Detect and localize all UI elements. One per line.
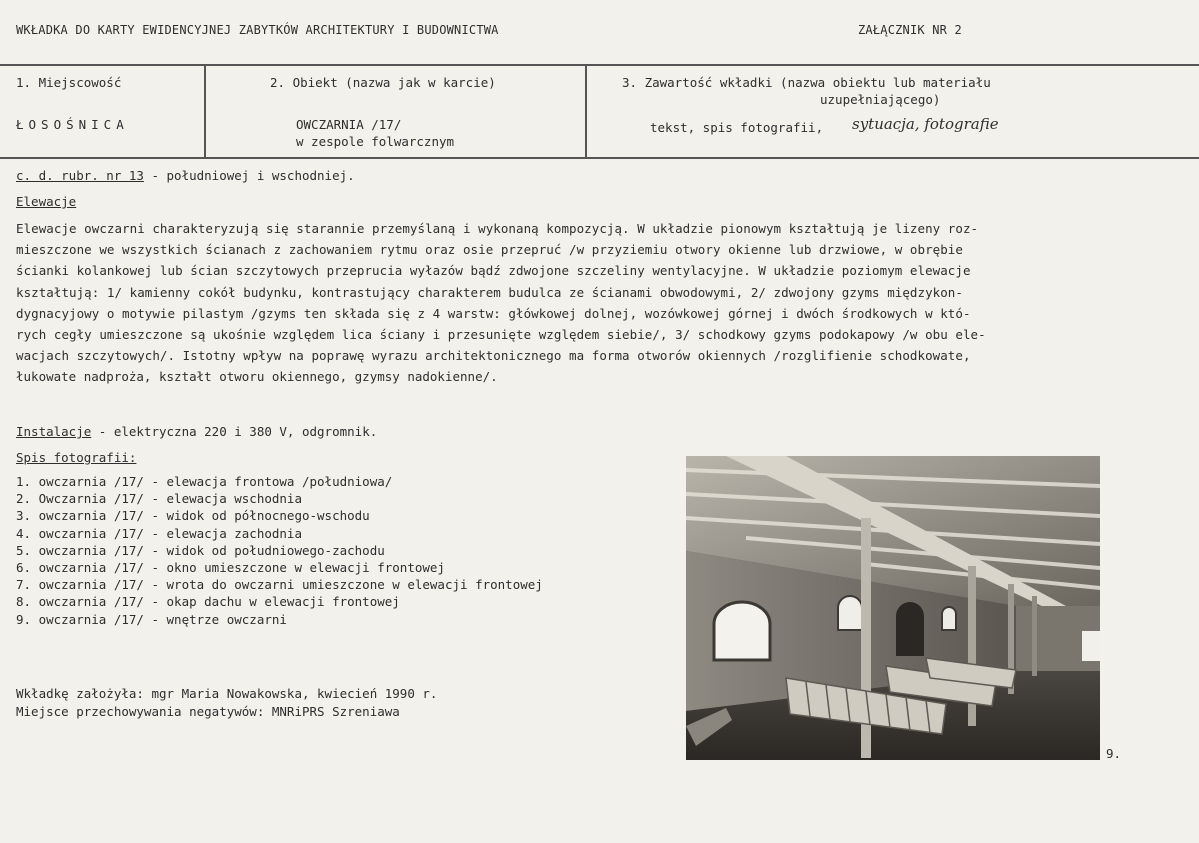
- paragraph-line: ścianki kolankowej lub ścian szczytowych przeprucia wyłazów bądź zdwojone szczeliny wentylacyjne. W układzie poziomym elewacje: [16, 263, 971, 279]
- storage-line: Miejsce przechowywania negatywów: MNRiPRS Szreniawa: [16, 704, 400, 719]
- photo-list-item: 8. owczarnia /17/ - okap dachu w elewacji frontowej: [16, 594, 400, 610]
- photo-number: 9.: [1106, 746, 1122, 761]
- continuation-label: c. d. rubr. nr 13: [16, 168, 144, 183]
- elevations-paragraph: [16, 218, 1186, 388]
- photo-list: [16, 473, 543, 628]
- paragraph-line: rych cegły umieszczone są ukośnie względem lica ściany i przesunięte względem siebie/, 3/ schodkowy gzyms podokapowy /w obu ele-: [16, 327, 986, 343]
- table-divider-2: [585, 64, 587, 158]
- contents-label-line2: uzupełniającego): [820, 92, 941, 107]
- table-top-rule: [0, 64, 1199, 66]
- locality-label: 1. Miejscowość: [16, 75, 122, 90]
- author-line: Wkładkę założyła: mgr Maria Nowakowska, kwiecień 1990 r.: [16, 686, 438, 701]
- photo-list-item: 2. Owczarnia /17/ - elewacja wschodnia: [16, 491, 302, 507]
- paragraph-line: mieszczone we wszystkich ścianach z zachowaniem rytmu oraz osie przepruć /w przyziemiu otwory okienne lub drzwiowe, w obrębie: [16, 242, 963, 258]
- document-title: WKŁADKA DO KARTY EWIDENCYJNEJ ZABYTKÓW ARCHITEKTURY I BUDOWNICTWA: [16, 23, 499, 37]
- table-bottom-rule: [0, 157, 1199, 159]
- paragraph-line: wacjach szczytowych/. Istotny wpływ na poprawę wyrazu architektonicznego ma forma otworów okiennych /rozglifienie schodkowate,: [16, 348, 971, 364]
- photo-list-item: 6. owczarnia /17/ - okno umieszczone w elewacji frontowej: [16, 560, 445, 576]
- continuation-line: [16, 168, 355, 183]
- contents-value-typed: tekst, spis fotografii,: [650, 120, 824, 135]
- photo-list-item: 9. owczarnia /17/ - wnętrze owczarni: [16, 611, 287, 627]
- photo-list-item: 4. owczarnia /17/ - elewacja zachodnia: [16, 525, 302, 541]
- installations-text: - elektryczna 220 i 380 V, odgromnik.: [91, 424, 378, 439]
- paragraph-line: Elewacje owczarni charakteryzują się starannie przemyślaną i wykonaną kompozycją. W układzie pionowym kształtują je lizeny roz-: [16, 221, 979, 236]
- contents-value-handwritten: sytuacja, fotografie: [852, 115, 999, 133]
- paragraph-line: dygnacyjowy o motywie pilastym /gzyms ten składa się z 4 warstw: główkowej dolnej, wozówkowej górnej i dwóch środkowych w któ-: [16, 305, 971, 321]
- paragraph-line: kształtują: 1/ kamienny cokół budynku, kontrastujący charakterem budulca ze ścianami obwodowymi, 2/ zdwojony gzyms międzykon-: [16, 284, 963, 300]
- section-heading-elevations: Elewacje: [16, 194, 77, 209]
- locality-value: ŁOSOŚNICA: [16, 117, 129, 132]
- barn-interior-photo: [686, 456, 1100, 760]
- paragraph-line: łukowate nadproża, kształt otworu okiennego, gzymsy nadokienne/.: [16, 369, 498, 385]
- object-value-line2: w zespole folwarcznym: [296, 134, 455, 149]
- installations-line: [16, 424, 377, 439]
- continuation-text: - południowej i wschodniej.: [143, 168, 355, 183]
- photo-list-heading: Spis fotografii:: [16, 450, 137, 465]
- photo-list-item: 7. owczarnia /17/ - wrota do owczarni umieszczone w elewacji frontowej: [16, 577, 543, 593]
- object-value-line1: OWCZARNIA /17/: [296, 117, 402, 132]
- object-label: 2. Obiekt (nazwa jak w karcie): [270, 75, 496, 90]
- photo-list-item: 1. owczarnia /17/ - elewacja frontowa /południowa/: [16, 474, 393, 489]
- annex-number: ZAŁĄCZNIK NR 2: [858, 23, 962, 37]
- table-divider-1: [204, 64, 206, 158]
- photo-list-item: 5. owczarnia /17/ - widok od południowego-zachodu: [16, 542, 385, 558]
- photo-illustration: [686, 456, 1100, 760]
- photo-list-item: 3. owczarnia /17/ - widok od północnego-wschodu: [16, 508, 370, 524]
- contents-label-line1: 3. Zawartość wkładki (nazwa obiektu lub materiału: [622, 75, 991, 90]
- installations-label: Instalacje: [16, 424, 92, 439]
